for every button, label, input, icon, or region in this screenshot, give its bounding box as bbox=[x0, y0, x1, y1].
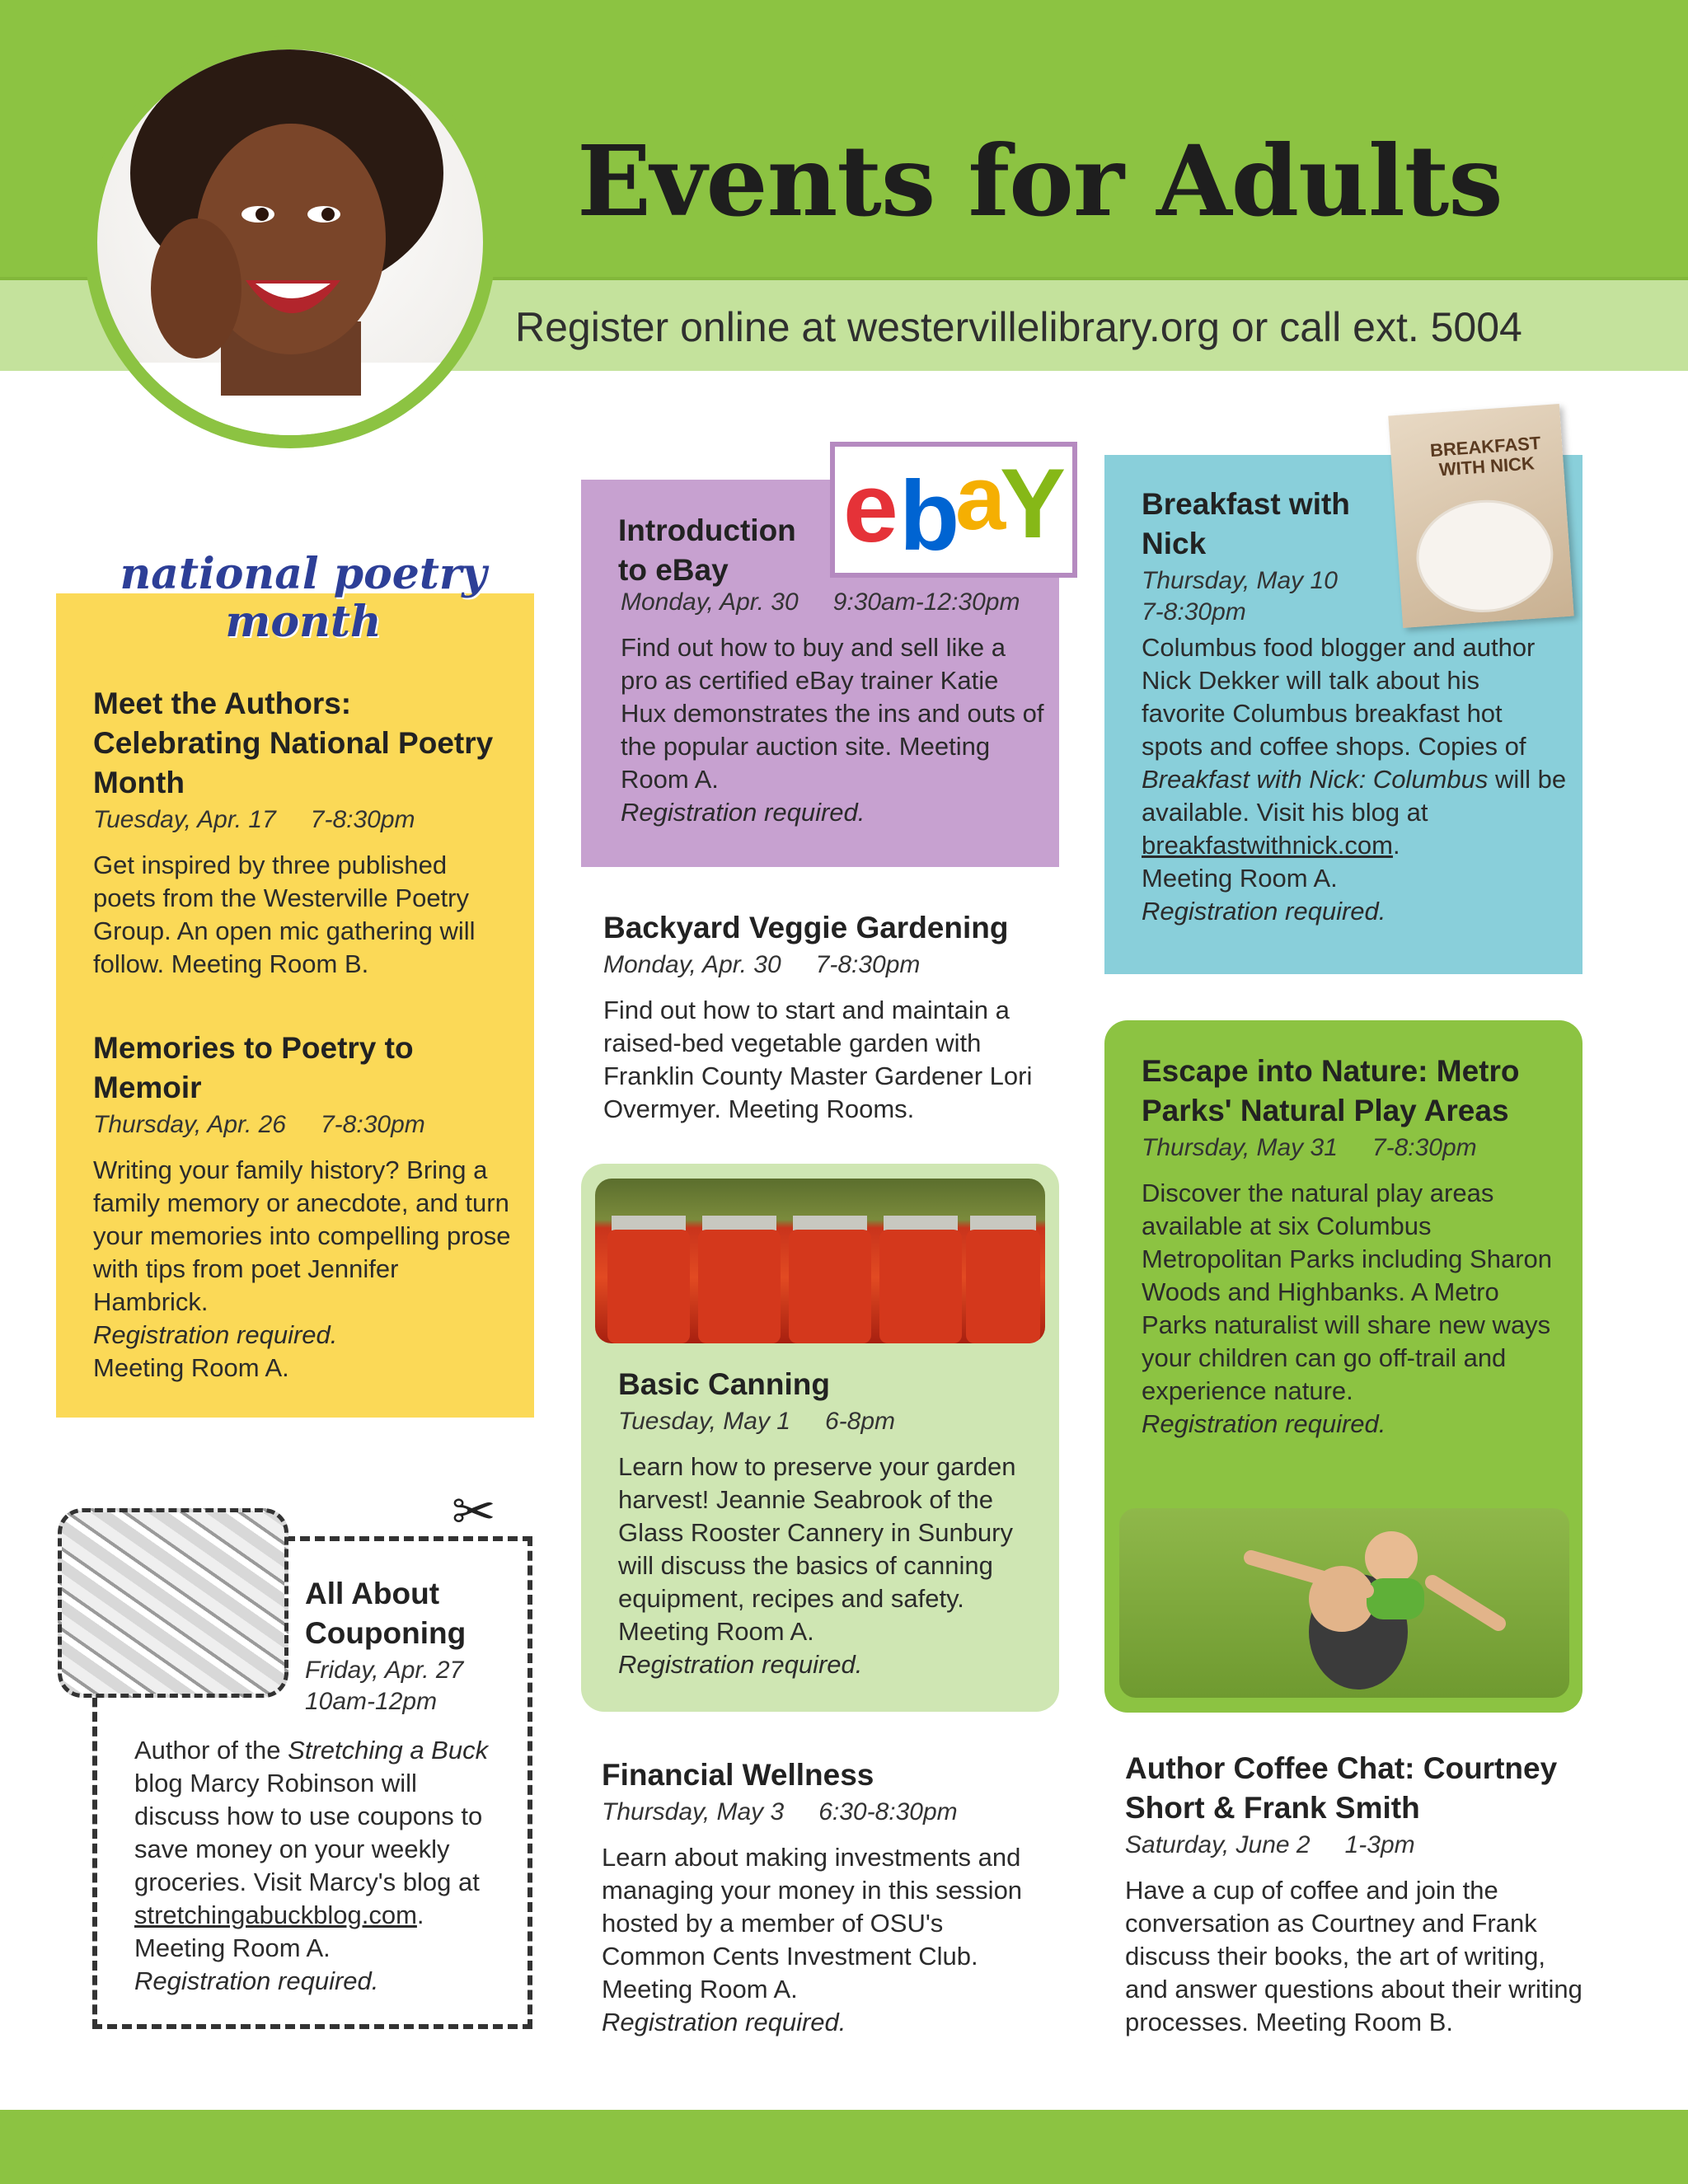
event-date: Thursday, May 3 bbox=[602, 1798, 785, 1825]
event-description: Get inspired by three published poets from the Westerville Poetry Group. An open mic gathering will follow. Meeting Room B. bbox=[93, 851, 476, 978]
event-datetime bbox=[93, 806, 513, 834]
event-ebay bbox=[621, 588, 1049, 829]
event-date: Thursday, May 10 bbox=[1142, 567, 1338, 594]
scissors-icon: ✂ bbox=[452, 1482, 496, 1543]
event-title: Financial Wellness bbox=[602, 1758, 874, 1792]
event-date: Friday, Apr. 27 bbox=[305, 1657, 464, 1684]
event-date: Thursday, May 31 bbox=[1142, 1134, 1338, 1161]
event-room: Meeting Room A. bbox=[93, 1353, 289, 1382]
event-coffee bbox=[1125, 1749, 1587, 2039]
event-body: Learn how to preserve your garden harvest! Jeannie Seabrook of the Glass Rooster Cannery in Sunbury will discuss the basics of canning equipment, recipes and safety. Meeting Room A. bbox=[618, 1452, 1016, 1646]
register-text: Register online at westervillelibrary.org or call ext. 5004 bbox=[515, 304, 1522, 350]
body-part2: will be available. Visit his blog at bbox=[1142, 765, 1567, 827]
event-title: Breakfast with Nick bbox=[1142, 487, 1350, 560]
registration-note: Registration required. bbox=[1142, 897, 1386, 926]
event-time: 7-8:30pm bbox=[815, 951, 921, 978]
event-couponing-body bbox=[134, 1734, 497, 1998]
poetry-label-line1: national poetry bbox=[120, 549, 487, 599]
event-description: Have a cup of coffee and join the conversation as Courtney and Frank discuss their books, the art of writing, and answer questions about their writing processes. Meeting Room B. bbox=[1125, 1876, 1582, 2036]
ebay-logo-y: Y bbox=[1000, 448, 1067, 559]
portrait-photo bbox=[97, 49, 483, 435]
father-child-photo bbox=[1119, 1508, 1569, 1698]
book-cover-image bbox=[1388, 404, 1573, 628]
event-time: 6:30-8:30pm bbox=[818, 1798, 958, 1825]
blog-link[interactable]: stretchingabuckblog.com bbox=[134, 1900, 417, 1929]
event-description bbox=[602, 1841, 1047, 2039]
event-date: Tuesday, May 1 bbox=[618, 1408, 790, 1435]
event-memories bbox=[93, 1029, 513, 1385]
event-description bbox=[93, 1154, 513, 1385]
event-datetime bbox=[618, 1408, 1039, 1436]
registration-note: Registration required. bbox=[1142, 1409, 1386, 1438]
book-cover-title: BREAKFAST WITH NICK bbox=[1429, 432, 1542, 480]
registration-note: Registration required. bbox=[134, 1966, 379, 1995]
registration-note: Registration required. bbox=[618, 1650, 863, 1679]
event-description: Columbus food blogger and author Nick Dekker will talk about his favorite Columbus breakfast hot spots and coffee shops. Copies of Breakfast with Nick: Columbus will be available. Visit his blog at breakfastwithnick.com. Meeting Room A. Registration required. bbox=[1142, 633, 1567, 926]
event-breakfast bbox=[1142, 631, 1570, 928]
event-datetime bbox=[621, 588, 1049, 616]
event-date: Thursday, Apr. 26 bbox=[93, 1111, 286, 1138]
event-title: Escape into Nature: Metro Parks' Natural Play Areas bbox=[1142, 1054, 1520, 1127]
event-time: 10am-12pm bbox=[305, 1688, 438, 1715]
event-datetime bbox=[1142, 1134, 1562, 1162]
footer-bar bbox=[0, 2110, 1688, 2184]
poetry-month-label bbox=[73, 551, 534, 646]
ebay-logo-e: e bbox=[843, 452, 898, 563]
canning-jars-photo bbox=[595, 1179, 1045, 1343]
page-title: Events for Adults bbox=[577, 124, 1503, 238]
body-part2: blog Marcy Robinson will discuss how to use coupons to save money on your weekly groceries. Visit Marcy's blog at bbox=[134, 1769, 483, 1896]
event-description bbox=[621, 631, 1049, 829]
woman-portrait-image bbox=[97, 49, 483, 435]
event-time: 1-3pm bbox=[1344, 1831, 1415, 1858]
event-body: Writing your family history? Bring a family memory or anecdote, and turn your memories into compelling prose with tips from poet Jennifer Hambrick. bbox=[93, 1155, 511, 1316]
event-time: 6-8pm bbox=[824, 1408, 896, 1435]
registration-note: Registration required. bbox=[602, 2008, 846, 2036]
event-time: 7-8:30pm bbox=[310, 806, 415, 833]
ebay-logo-a: a bbox=[955, 448, 1006, 549]
event-title: Introduction to eBay bbox=[618, 513, 796, 587]
registration-note: Registration required. bbox=[621, 798, 865, 827]
event-title: Backyard Veggie Gardening bbox=[603, 911, 1009, 944]
event-nature bbox=[1142, 1052, 1562, 1441]
event-veggie bbox=[603, 908, 1048, 1126]
event-body: Learn about making investments and managing your money in this session hosted by a member of OSU's Common Cents Investment Club. Meeting Room A. bbox=[602, 1843, 1023, 2004]
event-room: Meeting Room A. bbox=[1142, 864, 1338, 893]
event-time: 7-8:30pm bbox=[321, 1111, 425, 1138]
event-date: Tuesday, Apr. 17 bbox=[93, 806, 276, 833]
event-title: Basic Canning bbox=[618, 1367, 830, 1401]
event-description: Find out how to start and maintain a raised-bed vegetable garden with Franklin County Master Gardener Lori Overmyer. Meeting Rooms. bbox=[603, 996, 1033, 1123]
event-body: Find out how to buy and sell like a pro as certified eBay trainer Katie Hux demonstrates the ins and outs of the popular auction site. Meeting Room A. bbox=[621, 633, 1044, 794]
book-title: Breakfast with Nick: Columbus bbox=[1142, 765, 1489, 794]
registration-note: Registration required. bbox=[93, 1320, 338, 1349]
ebay-logo bbox=[830, 442, 1077, 578]
event-date: Saturday, June 2 bbox=[1125, 1831, 1311, 1858]
coupons-photo bbox=[58, 1508, 288, 1698]
event-body: Discover the natural play areas available at six Columbus Metropolitan Parks including Sharon Woods and Highbanks. A Metro Parks naturalist will share new ways your children can go off-trail and experience nature. bbox=[1142, 1179, 1552, 1405]
event-couponing-header bbox=[305, 1574, 528, 1716]
event-meet-authors bbox=[93, 684, 513, 981]
event-title: All About Couponing bbox=[305, 1577, 467, 1650]
blog-link[interactable]: breakfastwithnick.com bbox=[1142, 831, 1393, 860]
event-description bbox=[618, 1451, 1039, 1681]
body-part1: Columbus food blogger and author Nick Dekker will talk about his favorite Columbus breakfast hot spots and coffee shops. Copies of bbox=[1142, 633, 1536, 761]
event-financial bbox=[602, 1755, 1047, 2039]
event-datetime bbox=[603, 951, 1048, 979]
blog-name: Stretching a Buck bbox=[288, 1736, 489, 1765]
event-ebay-title bbox=[618, 511, 820, 590]
event-datetime bbox=[602, 1798, 1047, 1826]
event-title: Author Coffee Chat: Courtney Short & Frank Smith bbox=[1125, 1751, 1558, 1825]
event-title: Memories to Poetry to Memoir bbox=[93, 1031, 414, 1104]
event-datetime bbox=[93, 1111, 513, 1139]
event-title: Meet the Authors: Celebrating National Poetry Month bbox=[93, 687, 494, 799]
event-description bbox=[1142, 1177, 1562, 1441]
body-part1: Author of the bbox=[134, 1736, 281, 1765]
event-time: 7-8:30pm bbox=[1372, 1134, 1477, 1161]
poetry-label-line2: month bbox=[225, 597, 382, 647]
event-time: 7-8:30pm bbox=[1142, 598, 1246, 626]
event-date: Monday, Apr. 30 bbox=[603, 951, 781, 978]
event-description: Author of the Stretching a Buck blog Marcy Robinson will discuss how to use coupons to save money on your weekly groceries. Visit Marcy's blog at stretchingabuckblog.com. Meeting Room A. Registration required. bbox=[134, 1736, 489, 1995]
event-canning bbox=[618, 1365, 1039, 1681]
event-datetime bbox=[1125, 1831, 1587, 1859]
event-room: Meeting Room A. bbox=[134, 1933, 331, 1962]
event-breakfast-title bbox=[1142, 485, 1381, 626]
event-date: Monday, Apr. 30 bbox=[621, 588, 799, 616]
ebay-logo-b: b bbox=[899, 461, 960, 571]
event-time: 9:30am-12:30pm bbox=[832, 588, 1020, 616]
